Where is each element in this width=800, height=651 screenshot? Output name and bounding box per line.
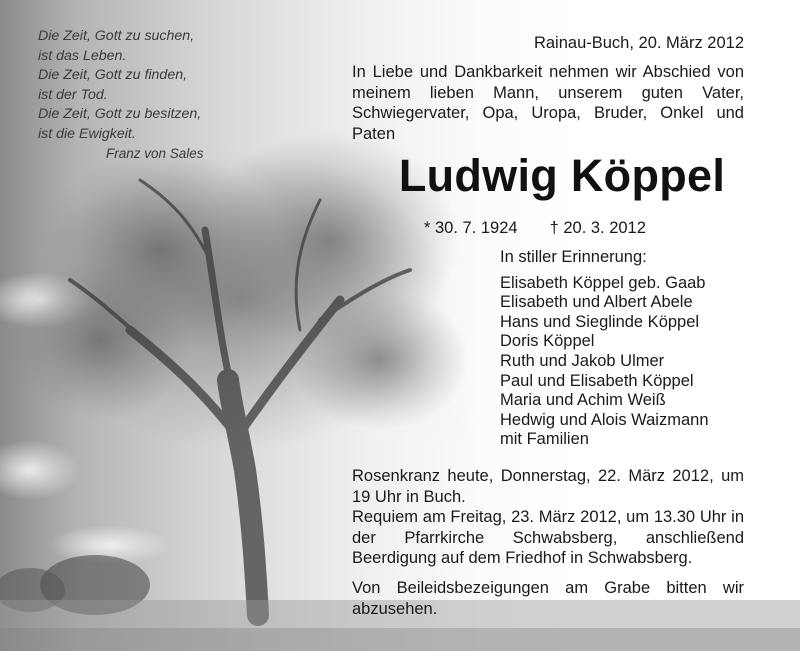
mourner-name: Doris Köppel bbox=[500, 332, 595, 351]
life-dates bbox=[424, 219, 646, 238]
mourner-name: Maria und Achim Weiß bbox=[500, 391, 666, 410]
mourner-name: Ruth und Jakob Ulmer bbox=[500, 351, 665, 370]
poem-line: Die Zeit, Gott zu suchen, bbox=[38, 28, 195, 44]
place-date: Rainau-Buch, 20. März 2012 bbox=[533, 34, 744, 52]
poem-line: ist der Tod. bbox=[38, 86, 108, 103]
mourners-list bbox=[500, 248, 709, 450]
poem bbox=[38, 27, 248, 164]
mourner-name: Paul und Elisabeth Köppel bbox=[500, 371, 694, 390]
mourner-name: Hans und Sieglinde Köppel bbox=[500, 312, 700, 331]
mourners-heading: In stiller Erinnerung: bbox=[500, 248, 647, 266]
poem-line: ist das Leben. bbox=[38, 47, 127, 64]
birth-date: * 30. 7. 1924 bbox=[424, 219, 518, 237]
poem-line: Die Zeit, Gott zu finden, bbox=[38, 67, 188, 83]
rosary-text: Rosenkranz heute, Donnerstag, 22. März 2012, um 19 Uhr in Buch. bbox=[352, 467, 744, 506]
death-date: † 20. 3. 2012 bbox=[549, 219, 646, 237]
intro-text: In Liebe und Dankbarkeit nehmen wir Abschied von meinem lieben Mann, unserem guten Vater, Schwiegervater, Opa, Uropa, Bruder, Onkel und Paten bbox=[352, 63, 744, 143]
mourner-name: Elisabeth Köppel geb. Gaab bbox=[500, 273, 706, 292]
mourner-name: Hedwig und Alois Waizmann bbox=[500, 410, 709, 429]
mourner-name: mit Familien bbox=[500, 430, 589, 449]
closing-text: Von Beileidsbezeigungen am Grabe bitten wir abzusehen. bbox=[352, 579, 744, 618]
poem-line: ist die Ewigkeit. bbox=[38, 125, 136, 142]
poem-line: Die Zeit, Gott zu besitzen, bbox=[38, 106, 202, 122]
service-info bbox=[352, 466, 744, 569]
requiem-text: Requiem am Freitag, 23. März 2012, um 13.30 Uhr in der Pfarrkirche Schwabsberg, anschließend Beerdigung auf dem Friedhof in Schwabsberg. bbox=[352, 508, 744, 567]
mourner-name: Elisabeth und Albert Abele bbox=[500, 293, 693, 312]
deceased-name: Ludwig Köppel bbox=[398, 150, 726, 201]
poem-author: Franz von Sales bbox=[106, 146, 204, 161]
